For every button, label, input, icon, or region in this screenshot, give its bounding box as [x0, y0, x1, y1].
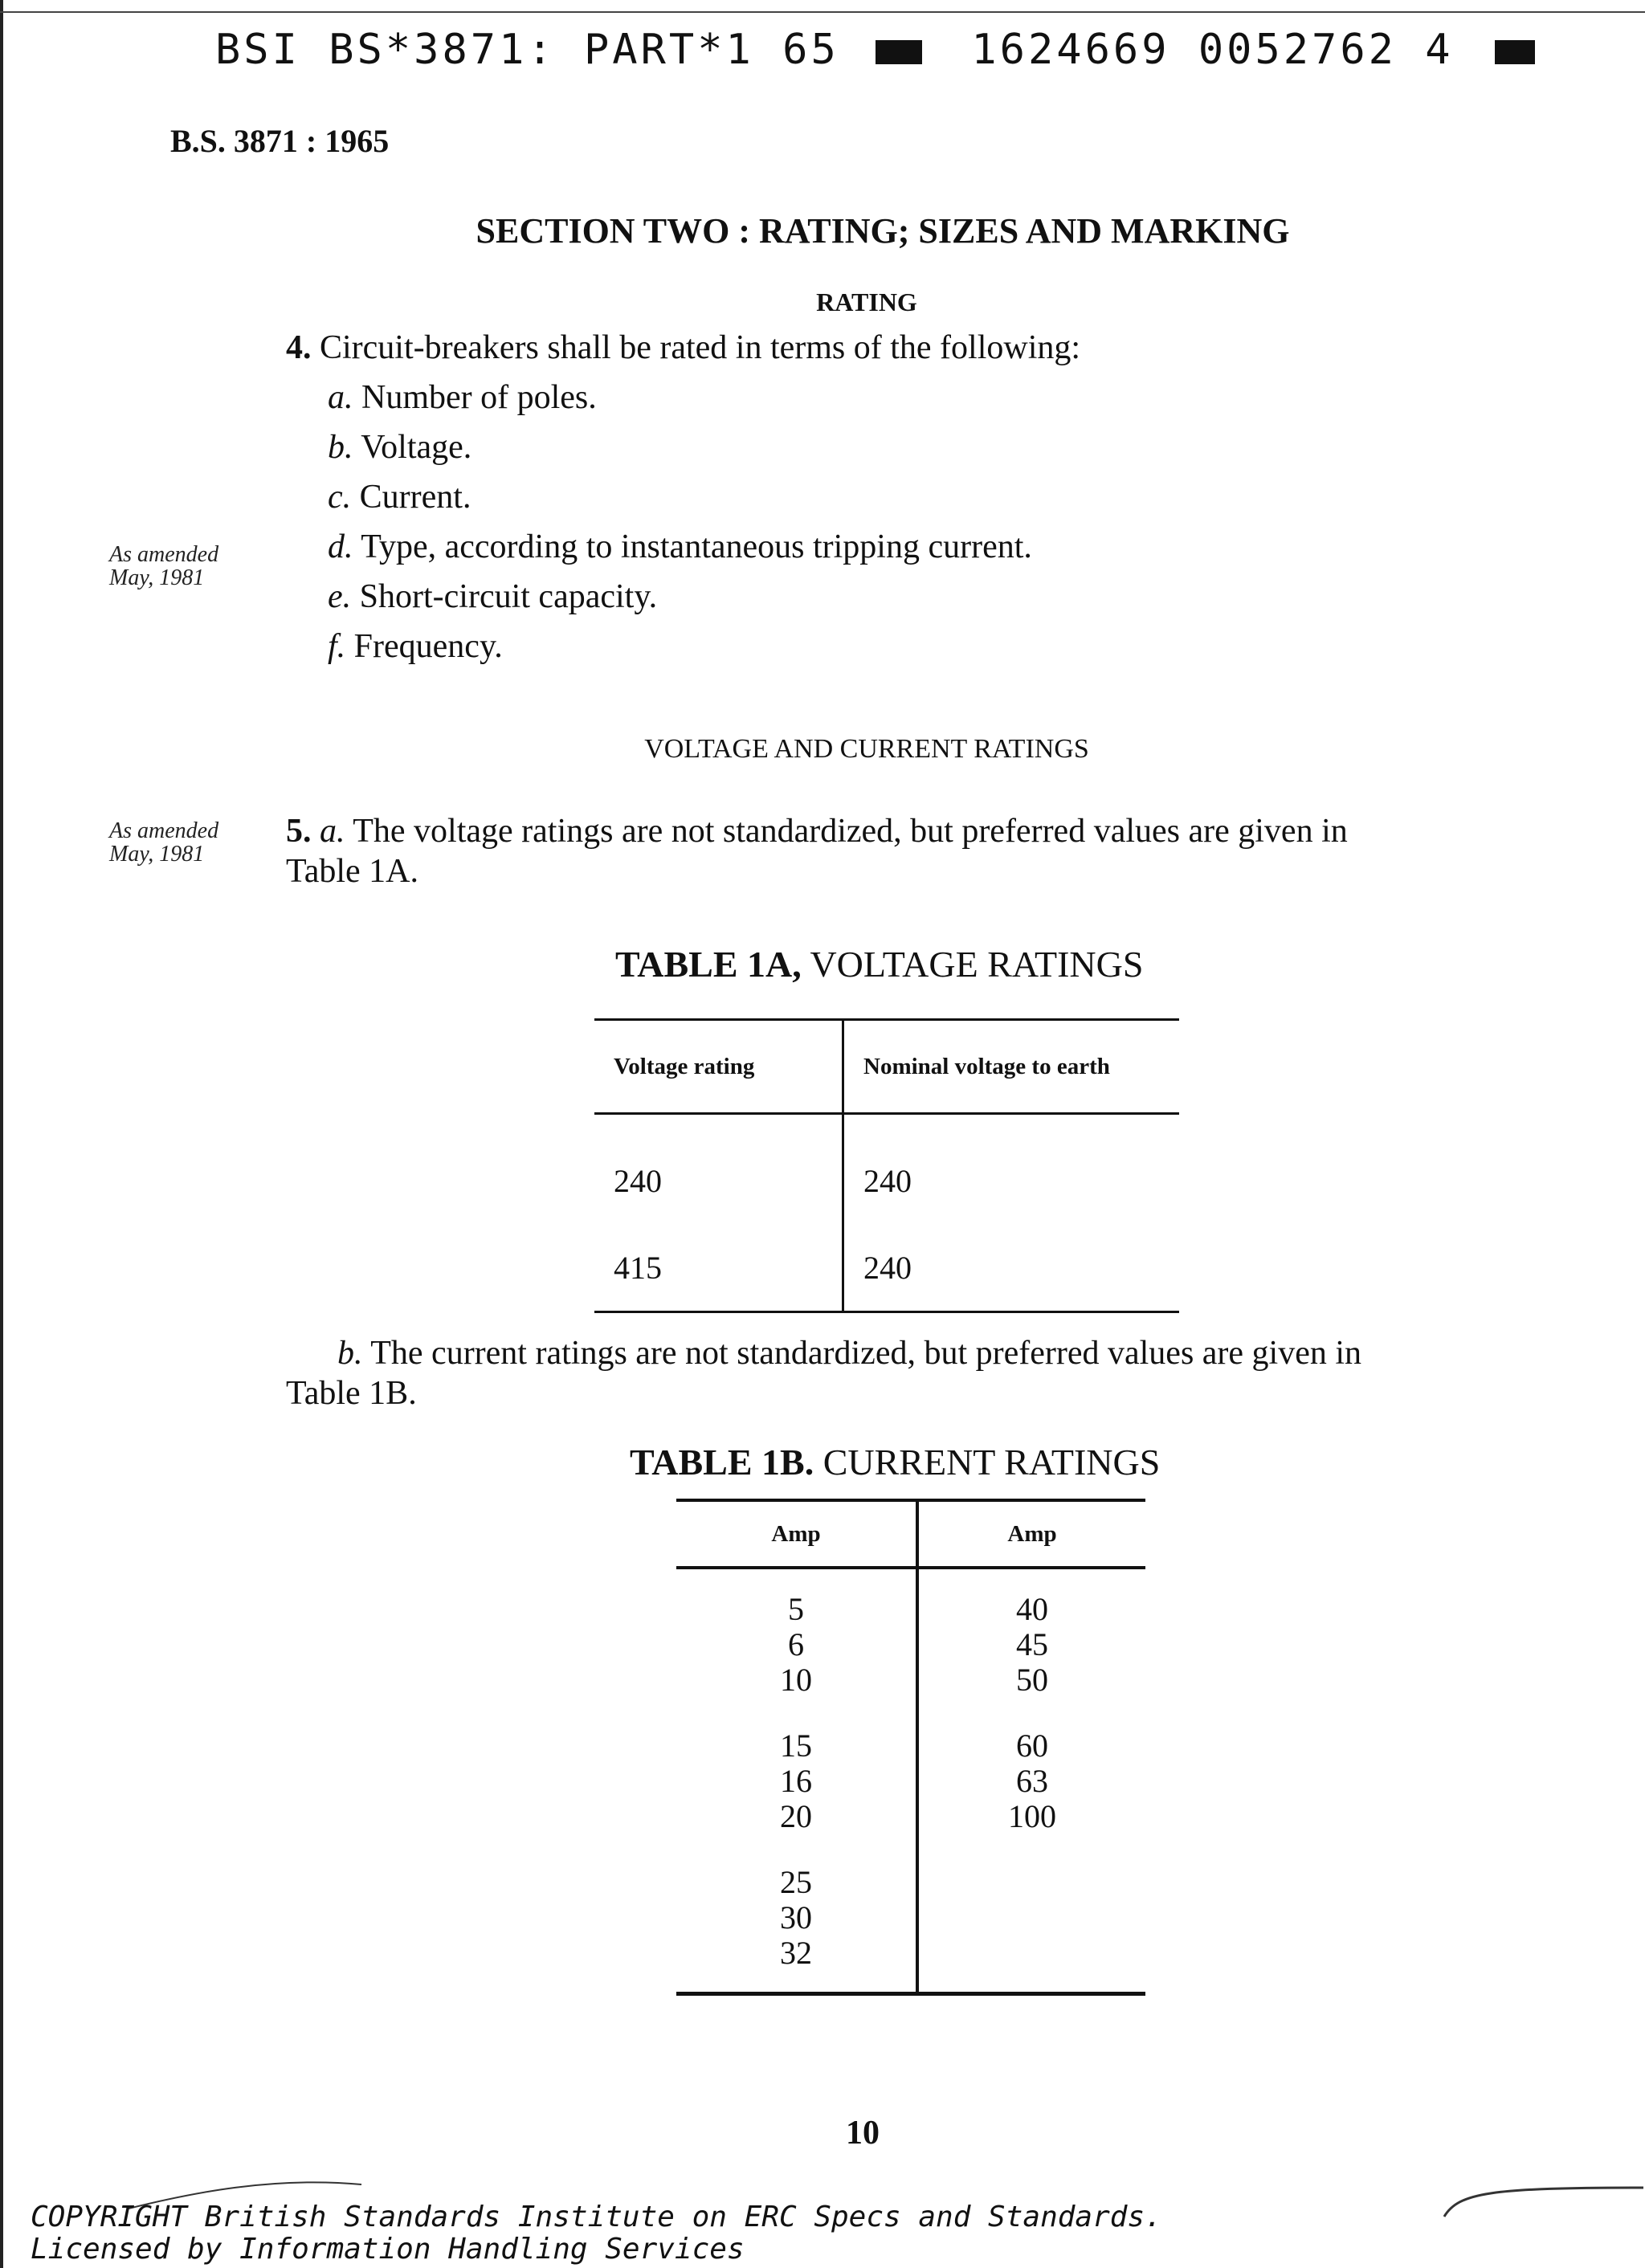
- current-value: 20: [780, 1798, 812, 1834]
- clause-4-intro: [286, 328, 1080, 368]
- current-value: 15: [780, 1728, 812, 1764]
- section-title: SECTION TWO : RATING; SIZES AND MARKING: [476, 211, 1290, 251]
- scan-swoosh-mark: [1443, 2176, 1645, 2225]
- clause-4-item: [328, 626, 503, 667]
- column-header: Nominal voltage to earth: [843, 1020, 1180, 1114]
- current-value: 30: [780, 1899, 812, 1936]
- item-text: Number of poles.: [361, 379, 597, 416]
- clause-4-item: [328, 577, 657, 617]
- column-header: Amp: [676, 1500, 917, 1568]
- rating-heading: RATING: [816, 288, 917, 316]
- margin-note-amended: [109, 819, 218, 867]
- margin-note-amended: [109, 543, 218, 590]
- margin-note-line: May, 1981: [109, 842, 205, 867]
- current-value: 5: [788, 1591, 804, 1627]
- current-value: 6: [788, 1626, 804, 1662]
- current-value: 45: [1016, 1626, 1048, 1662]
- item-text: Current.: [359, 479, 471, 516]
- value-group: [677, 1865, 915, 1971]
- current-value: 25: [780, 1864, 812, 1900]
- item-text: Type, according to instantaneous tripping current.: [361, 528, 1032, 565]
- clause-4-item: [328, 527, 1032, 567]
- clause-number: 4.: [286, 329, 312, 366]
- header-code-tail: 1624669 0052762 4: [971, 26, 1454, 74]
- margin-note-line: May, 1981: [109, 565, 205, 591]
- value-group: [920, 1728, 1145, 1834]
- header-code-line: [215, 26, 1535, 74]
- table-title-number: TABLE 1B.: [630, 1442, 814, 1483]
- header-code-text: BSI BS*3871: PART*1 65: [215, 26, 839, 74]
- value-group: [920, 1592, 1145, 1698]
- item-letter: a.: [320, 813, 345, 850]
- table-cell: 240: [594, 1114, 843, 1225]
- item-letter: b.: [337, 1335, 363, 1372]
- item-letter: b.: [328, 429, 353, 466]
- top-edge-rule: [0, 11, 1645, 13]
- table-cell-column-1: [676, 1568, 917, 1994]
- table-cell: 240: [843, 1224, 1180, 1312]
- clause-5a: [286, 811, 1539, 892]
- current-value: 32: [780, 1935, 812, 1971]
- current-value: 100: [1008, 1798, 1056, 1834]
- clause-text: Table 1B.: [286, 1375, 417, 1413]
- clause-number: 5.: [286, 813, 312, 850]
- item-letter: a.: [328, 379, 353, 416]
- value-group: [677, 1728, 915, 1834]
- black-block-mark: [876, 40, 922, 64]
- clause-4-item: [328, 377, 597, 418]
- table-header-row: [594, 1020, 1179, 1114]
- page-number: 10: [846, 2115, 880, 2152]
- clause-text: Circuit-breakers shall be rated in terms of the following:: [320, 329, 1081, 366]
- left-edge-rule: [0, 0, 3, 2268]
- license-line: Licensed by Information Handling Services: [31, 2233, 745, 2266]
- item-text: Frequency.: [353, 628, 503, 665]
- margin-note-line: As amended: [109, 542, 219, 567]
- document-id: B.S. 3871 : 1965: [170, 123, 390, 159]
- table-cell: 240: [863, 1162, 912, 1199]
- item-letter: d.: [328, 528, 353, 565]
- table-title-number: TABLE 1A,: [615, 944, 802, 985]
- item-text: Voltage.: [361, 429, 472, 466]
- table-1a-title: [615, 943, 1143, 985]
- item-text: Short-circuit capacity.: [359, 578, 658, 615]
- table-row: [594, 1224, 1179, 1312]
- table-cell-column-2: [917, 1568, 1145, 1994]
- item-letter: e.: [328, 578, 352, 615]
- item-letter: c.: [328, 479, 352, 516]
- current-value: 50: [1016, 1662, 1048, 1698]
- table-header-row: [676, 1500, 1145, 1568]
- margin-note-line: As amended: [109, 818, 219, 843]
- clause-5b: [286, 1333, 1555, 1414]
- clause-text: Table 1A.: [286, 853, 419, 891]
- copyright-line: COPYRIGHT British Standards Institute on ERC Specs and Standards.: [31, 2201, 1162, 2233]
- table-1a-voltage-ratings: [594, 1018, 1179, 1313]
- clause-4-item: [328, 427, 471, 467]
- column-header: Voltage rating: [594, 1020, 843, 1114]
- table-title-text: CURRENT RATINGS: [822, 1442, 1161, 1483]
- clause-text: The current ratings are not standardized, but preferred values are given in: [370, 1335, 1362, 1372]
- current-value: 63: [1016, 1763, 1048, 1799]
- black-block-mark: [1495, 40, 1535, 64]
- table-1b-current-ratings: [676, 1499, 1145, 1996]
- table-row: [676, 1568, 1145, 1994]
- item-letter: f.: [328, 628, 346, 665]
- value-group: [677, 1592, 915, 1698]
- current-value: 60: [1016, 1728, 1048, 1764]
- clause-4-item: [328, 477, 471, 517]
- voltage-current-heading: VOLTAGE AND CURRENT RATINGS: [644, 734, 1089, 764]
- current-value: 10: [780, 1662, 812, 1698]
- table-title-text: VOLTAGE RATINGS: [810, 944, 1144, 985]
- current-value: 40: [1016, 1591, 1048, 1627]
- table-cell: 415: [594, 1224, 843, 1312]
- current-value: 16: [780, 1763, 812, 1799]
- table-row: [594, 1114, 1179, 1225]
- column-header: Amp: [917, 1500, 1145, 1568]
- table-1b-title: [630, 1441, 1160, 1483]
- clause-text: The voltage ratings are not standardized, but preferred values are given in: [353, 813, 1348, 850]
